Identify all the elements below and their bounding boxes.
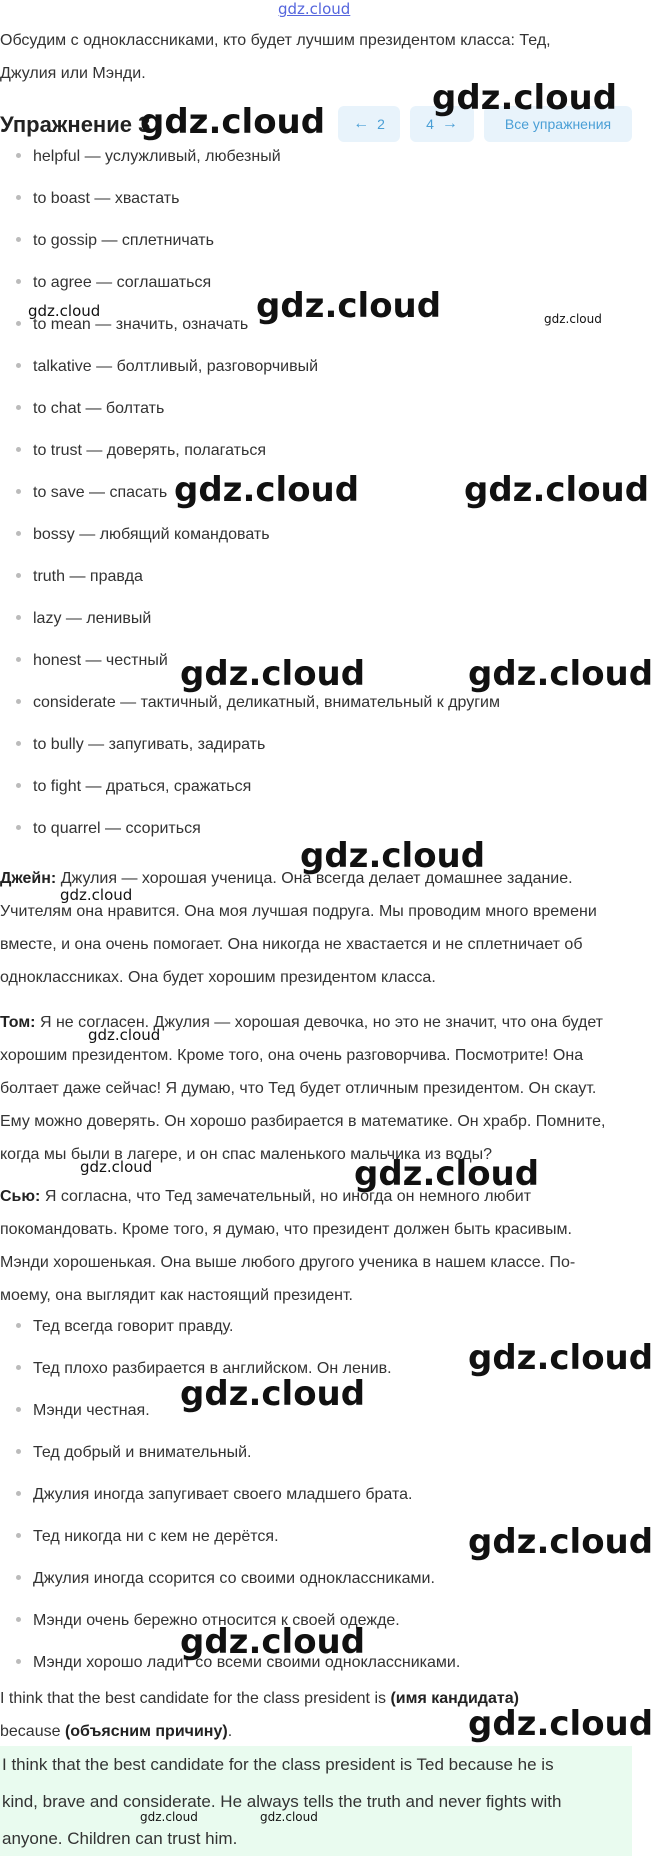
watermark: gdz.cloud — [544, 312, 602, 326]
answer-line: I think that the best candidate for the class president is Ted because he is — [2, 1755, 554, 1774]
bullet-icon — [16, 363, 21, 368]
intro-line-2: Джулия или Мэнди. — [0, 65, 146, 82]
template-placeholder: (имя кандидата) — [390, 1690, 519, 1707]
watermark: gdz.cloud — [468, 1522, 653, 1562]
watermark: gdz.cloud — [260, 1810, 318, 1824]
bullet-icon — [16, 447, 21, 452]
watermark: gdz.cloud — [256, 286, 442, 326]
prev-exercise-label: 2 — [377, 116, 385, 132]
list-item: to bully — запугивать, задирать — [0, 736, 265, 760]
list-item: to agree — соглашаться — [0, 274, 211, 298]
list-item: to gossip — сплетничать — [0, 232, 214, 256]
answer-line: kind, brave and considerate. He always tells the truth and never fights with — [2, 1792, 562, 1811]
bullet-icon — [16, 153, 21, 158]
arrow-right-icon: → — [441, 115, 458, 132]
list-item: lazy — ленивый — [0, 610, 151, 634]
speaker-name: Джейн: — [0, 870, 57, 887]
dialog-line: Мэнди хорошенькая. Она выше любого другого ученика в нашем классе. По- — [0, 1254, 576, 1271]
dialog-line: хорошим президентом. Кроме того, она очень разговорчива. Посмотрите! Она — [0, 1047, 584, 1064]
bullet-icon — [16, 195, 21, 200]
watermark: gdz.cloud — [468, 1338, 653, 1378]
list-item: Тед никогда ни с кем не дерётся. — [0, 1528, 279, 1546]
bullet-icon — [16, 1365, 21, 1370]
bullet-icon — [16, 1449, 21, 1454]
speaker-name: Сью: — [0, 1188, 41, 1205]
bullet-icon — [16, 1491, 21, 1496]
bullet-icon — [16, 1575, 21, 1580]
list-item: to mean — значить, означать — [0, 316, 248, 340]
watermark: gdz.cloud — [300, 836, 486, 876]
bullet-icon — [16, 1323, 21, 1328]
dialog-line: покомандовать. Кроме того, я думаю, что президент должен быть красивым. — [0, 1221, 572, 1238]
bullet-icon — [16, 783, 21, 788]
bullet-icon — [16, 489, 21, 494]
watermark: gdz.cloud — [88, 1026, 161, 1044]
answer-box — [0, 1746, 632, 1856]
dialog-line: болтает даже сейчас! Я думаю, что Тед будет отличным президентом. Он скаут. — [0, 1080, 597, 1097]
list-item: truth — правда — [0, 568, 143, 592]
list-item: to boast — хвастать — [0, 190, 179, 214]
dialog-sue — [0, 1180, 630, 1312]
bullet-icon — [16, 237, 21, 242]
watermark: gdz.cloud — [468, 1704, 653, 1744]
watermark: gdz.cloud — [464, 470, 650, 510]
watermark: gdz.cloud — [468, 654, 653, 694]
template-text: . — [227, 1723, 233, 1740]
bullet-icon — [16, 1407, 21, 1412]
dialog-line: моему, она выглядит как настоящий президент. — [0, 1287, 353, 1304]
list-item: talkative — болтливый, разговорчивый — [0, 358, 318, 382]
watermark: gdz.cloud — [140, 102, 326, 142]
all-exercises-label: Все упражнения — [504, 116, 612, 132]
dialog-line: Джулия — хорошая ученица. Она всегда делает домашнее задание. — [60, 870, 573, 887]
bullet-icon — [16, 615, 21, 620]
bullet-icon — [16, 321, 21, 326]
bullet-icon — [16, 531, 21, 536]
watermark: gdz.cloud — [354, 1154, 540, 1194]
prev-exercise-button[interactable] — [338, 106, 400, 142]
bullet-icon — [16, 1533, 21, 1538]
template-text: because — [0, 1723, 65, 1740]
dialog-line: Я согласна, что Тед замечательный, но иногда он немного любит — [44, 1188, 532, 1205]
dialog-line: вместе, и она очень помогает. Она никогда не хвастается и не сплетничает об — [0, 936, 583, 953]
bullet-icon — [16, 741, 21, 746]
top-watermark[interactable]: gdz.cloud — [278, 0, 351, 18]
dialog-line: Учителям она нравится. Она моя лучшая подруга. Мы проводим много времени — [0, 903, 597, 920]
list-item: to chat — болтать — [0, 400, 164, 424]
bullet-icon — [16, 573, 21, 578]
dialog-line: когда мы были в лагере, и он спас маленького мальчика из воды? — [0, 1146, 493, 1163]
dialog-line: одноклассниках. Она будет хорошим президентом класса. — [0, 969, 436, 986]
list-item: Джулия иногда запугивает своего младшего брата. — [0, 1486, 412, 1504]
list-item: Мэнди честная. — [0, 1402, 150, 1420]
next-exercise-label: 4 — [426, 116, 434, 132]
dialog-jane — [0, 862, 630, 994]
watermark: gdz.cloud — [432, 78, 618, 118]
watermark: gdz.cloud — [28, 302, 101, 320]
watermark: gdz.cloud — [80, 1158, 153, 1176]
bullet-icon — [16, 405, 21, 410]
bullet-icon — [16, 1659, 21, 1664]
exercise-title: Упражнение 3 — [0, 112, 151, 137]
watermark: gdz.cloud — [180, 1622, 366, 1662]
list-item: to trust — доверять, полагаться — [0, 442, 266, 466]
watermark: gdz.cloud — [60, 886, 133, 904]
list-item: considerate — тактичный, деликатный, внимательный к другим — [0, 694, 500, 718]
arrow-left-icon: ← — [353, 115, 370, 132]
list-item: to quarrel — ссориться — [0, 820, 201, 844]
list-item: Джулия иногда ссорится со своими одноклассниками. — [0, 1570, 435, 1588]
list-item: Тед плохо разбирается в английском. Он ленив. — [0, 1360, 392, 1378]
watermark: gdz.cloud — [180, 1374, 366, 1414]
bullet-icon — [16, 279, 21, 284]
bullet-icon — [16, 1617, 21, 1622]
list-item: Мэнди очень бережно относится к своей одежде. — [0, 1612, 400, 1630]
watermark: gdz.cloud — [174, 470, 360, 510]
list-item: Тед добрый и внимательный. — [0, 1444, 252, 1462]
list-item: Мэнди хорошо ладит со всеми своими одноклассниками. — [0, 1654, 460, 1672]
bullet-icon — [16, 699, 21, 704]
list-item: helpful — услужливый, любезный — [0, 148, 281, 172]
list-item: Тед всегда говорит правду. — [0, 1318, 233, 1336]
bullet-icon — [16, 657, 21, 662]
watermark: gdz.cloud — [140, 1810, 198, 1824]
dialog-line: Ему можно доверять. Он хорошо разбирается в математике. Он храбр. Помните, — [0, 1113, 606, 1130]
list-item: bossy — любящий командовать — [0, 526, 270, 550]
list-item: honest — честный — [0, 652, 168, 676]
list-item: to fight — драться, сражаться — [0, 778, 251, 802]
speaker-name: Том: — [0, 1014, 36, 1031]
template-placeholder: (объясним причину) — [64, 1723, 228, 1740]
answer-line: anyone. Children can trust him. — [2, 1829, 238, 1848]
dialog-line: Я не согласен. Джулия — хорошая девочка, но это не значит, что она будет — [39, 1014, 604, 1031]
bullet-icon — [16, 825, 21, 830]
list-item: to save — спасать — [0, 484, 167, 508]
watermark: gdz.cloud — [180, 654, 366, 694]
template-text: I think that the best candidate for the class president is — [0, 1690, 391, 1707]
intro-line-1: Обсудим с одноклассниками, кто будет лучшим президентом класса: Тед, — [0, 32, 551, 49]
